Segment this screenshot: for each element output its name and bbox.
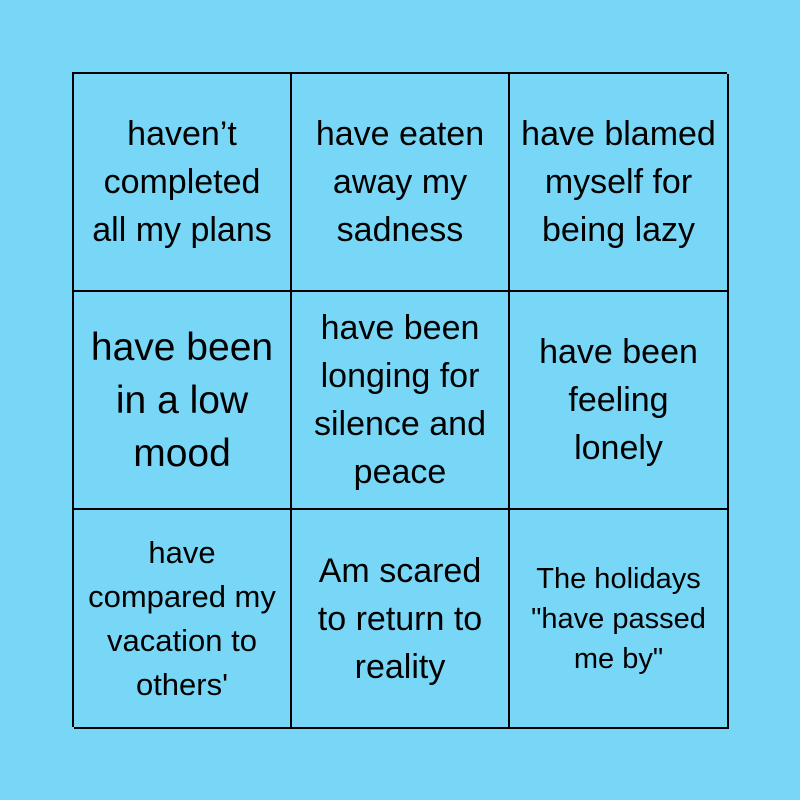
bingo-cell-text: have eaten away my sadness — [315, 115, 485, 249]
bingo-cell-text: have been feeling lonely — [539, 333, 698, 467]
bingo-cell[interactable] — [510, 74, 729, 292]
bingo-cell[interactable] — [292, 510, 510, 729]
bingo-cell-text: haven’t completed all my plans — [92, 115, 272, 249]
bingo-cell-text: Am scared to return to reality — [317, 551, 483, 686]
bingo-cell[interactable] — [74, 292, 292, 510]
bingo-cell[interactable] — [510, 510, 729, 729]
bingo-cell[interactable] — [74, 510, 292, 729]
bingo-cell[interactable] — [292, 74, 510, 292]
bingo-cell-text: have blamed myself for being lazy — [521, 115, 716, 249]
bingo-board — [72, 72, 727, 727]
bingo-cell[interactable] — [292, 292, 510, 510]
bingo-cell-text: The holidays "have passed me by" — [531, 562, 706, 675]
bingo-cell-text: have been in a low mood — [90, 325, 274, 475]
bingo-cell[interactable] — [510, 292, 729, 510]
bingo-cell-text: have been longing for silence and peace — [313, 309, 486, 491]
bingo-cell-text: have compared my vacation to others' — [88, 534, 276, 702]
bingo-cell[interactable] — [74, 74, 292, 292]
